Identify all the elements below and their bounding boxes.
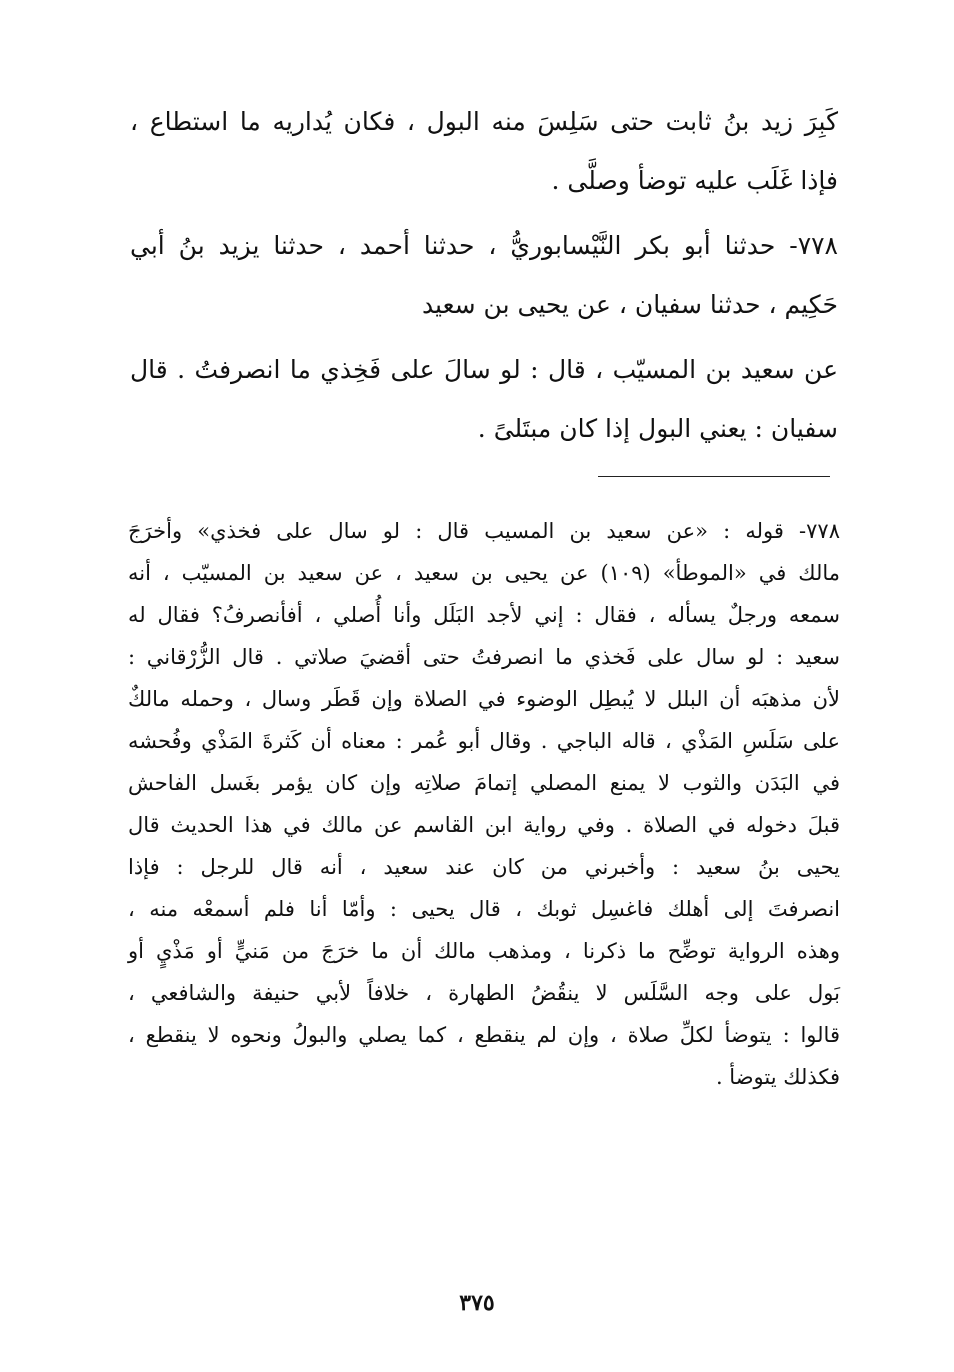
main-line: ٧٧٨- حدثنا أبو بكر النَّيْسابوريُّ ، حدثنا أحمد ، حدثنا يزيد بنُ أبي (130, 231, 838, 260)
footnote-line: سمعه ورجلٌ يسأله ، فقال : إني لأجد البَلَل وأنا أُصلي ، أفأنصرفُ؟ فقال له (128, 603, 840, 627)
footnote-line: سعيد : لو سال على فَخذي ما انصرفتُ حتى أقضيَ صلاتي . قال الزُّرْقاني : (128, 645, 840, 669)
main-line: كَبِرَ زيد بنُ ثابت حتى سَلِسَ منه البول ، فكان يُداريه ما استطاع ، (130, 107, 838, 136)
footnote-line: مالك في «الموطأ» (١٠٩) عن يحيى بن سعيد ، عن سعيد بن المسيّب ، أنه (128, 561, 840, 585)
page-number: ٣٧٥ (459, 1290, 495, 1316)
footnote-line: وهذه الرواية توضِّح ما ذكرنا ، ومذهب مالك أن ما خرَجَ من مَنيٍّ أو مَذْيٍ أو (128, 939, 840, 963)
footnote-line: انصرفتَ إلى أهلك فاغسِل ثوبك ، قال يحيى : وأمّا أنا فلم أسمعْه منه ، (128, 897, 840, 921)
footnote-line: في البَدَن والثوب لا يمنع المصلي إتمامَ صلاتِه وإن كان يؤمر بغَسل الفاحش (128, 771, 840, 795)
main-text (130, 92, 838, 458)
main-line: حَكِيم ، حدثنا سفيان ، عن يحيى بن سعيد (421, 290, 838, 319)
footnote-line: يحيى بنُ سعيد : وأخبرني من كان عند سعيد ، أنه قال للرجل : فإذا (128, 855, 840, 879)
main-paragraph-1 (130, 92, 838, 210)
footnote-line: على سَلَسِ المَذْي ، قاله الباجي . وقال أبو عُمر : معناه أن كَثرةَ المَذْي وفُحشه (128, 729, 840, 753)
footnote-line: لأن مذهبَه أن البلل لا يُبطِل الوضوء في الصلاة وإن قَطَر وسال ، وحمله مالكٌ (128, 687, 840, 711)
footnote-line: بَول على وجه السَّلَس لا ينقُضُ الطهارة ، خلافاً لأبي حنيفة والشافعي ، (128, 981, 840, 1005)
footnote-line: قالوا : يتوضأ لكلِّ صلاة ، وإن لم ينقطع ، كما يصلي والبولُ ونحوه لا ينقطع ، (128, 1023, 840, 1047)
footnote-line: فكذلك يتوضأ . (715, 1065, 840, 1089)
footnote-line: قبلَ دخوله في الصلاة . وفي رواية ابن القاسم عن مالك في هذا الحديث قال (128, 813, 840, 837)
footnote-line: ٧٧٨- قوله : «عن سعيد بن المسيب قال : لو سال على فخذي» وأخرَجَ (128, 519, 840, 543)
hadith-chain (130, 216, 838, 334)
main-line: سفيان : يعني البول إذا كان مبتَلىً . (477, 414, 838, 443)
footnote (128, 510, 840, 1098)
hadith-text (130, 340, 838, 458)
main-line: فإذا غَلَب عليه توضأ وصلَّى . (551, 166, 838, 195)
footnote-divider (598, 476, 830, 477)
main-line: عن سعيد بن المسيّب ، قال : لو سالَ على فَخِذي ما انصرفتُ . قال (130, 355, 838, 384)
